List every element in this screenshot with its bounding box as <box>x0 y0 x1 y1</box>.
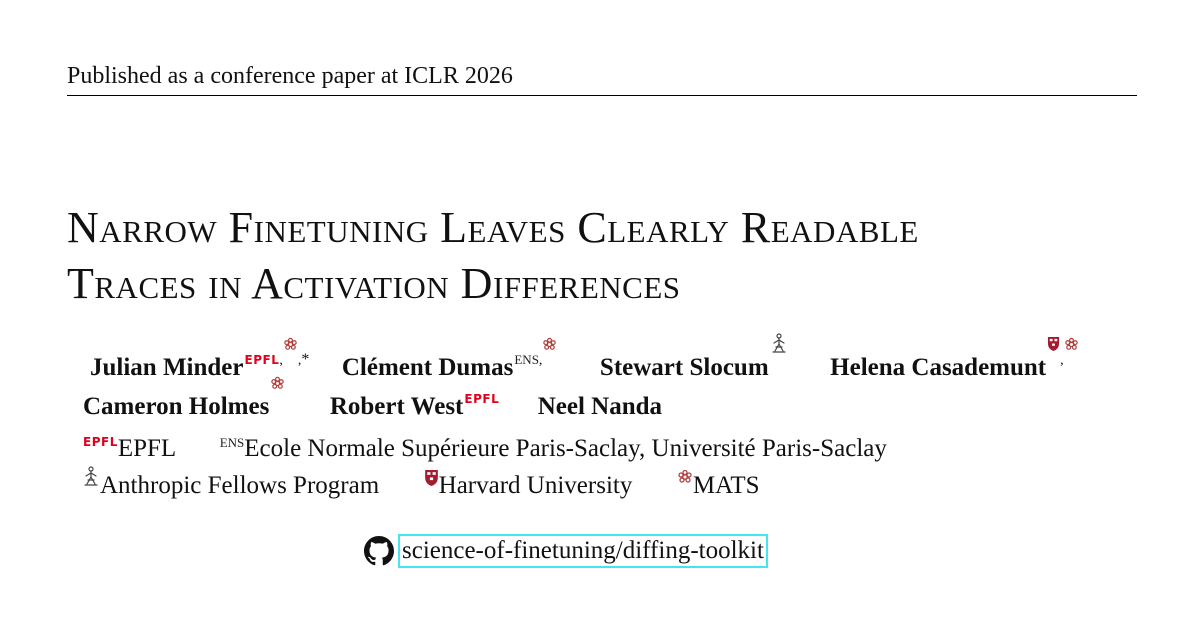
running-header <box>67 60 1137 96</box>
affiliation-marks <box>514 353 557 368</box>
author-name: Clément Dumas <box>341 354 514 381</box>
epfl-mark: EPFL <box>244 353 280 367</box>
author-cameron-holmes <box>83 389 285 429</box>
author-neel-nanda <box>538 389 662 425</box>
mats-logo-icon <box>283 337 298 352</box>
affiliation-marks <box>1047 353 1079 368</box>
mark-comma: , <box>1060 353 1064 368</box>
github-icon[interactable] <box>364 536 394 566</box>
title-line-2: Traces in Activation Differences <box>67 259 681 308</box>
mats-logo-icon <box>270 376 285 391</box>
affiliation-anthropic <box>82 469 379 503</box>
mark-comma: , <box>538 353 543 368</box>
affiliation-epfl <box>82 432 176 469</box>
affiliation-mats-text: MATS <box>692 472 760 499</box>
affiliation-row-1 <box>82 432 1162 469</box>
repo-link[interactable]: science-of-finetuning/diffing-toolkit <box>398 534 768 568</box>
author-row-2 <box>83 389 1163 429</box>
author-name: Neel Nanda <box>537 393 663 420</box>
mats-logo-icon <box>1064 337 1079 352</box>
affiliation-marks <box>245 353 310 368</box>
author-clement-dumas <box>342 350 558 390</box>
epfl-mark: EPFL <box>83 435 118 449</box>
affiliation-anthropic-text: Anthropic Fellows Program <box>100 472 380 499</box>
anthropic-fellows-icon <box>82 466 100 488</box>
author-name: Stewart Slocum <box>599 354 769 381</box>
author-row-1 <box>83 350 1163 390</box>
mark-comma: , <box>279 353 283 368</box>
affiliation-ens-text: Ecole Normale Supérieure Paris-Saclay, Université Paris-Saclay <box>244 435 887 462</box>
equal-contribution-star: * <box>301 351 310 368</box>
header-text: Published as a conference paper at ICLR 2026 <box>67 63 513 89</box>
mats-logo-icon <box>677 469 693 485</box>
mats-logo-icon <box>542 337 557 352</box>
affiliation-row-2 <box>82 469 1162 503</box>
harvard-shield-icon <box>424 469 439 487</box>
affiliation-harvard <box>424 469 633 503</box>
author-name: Julian Minder <box>90 354 244 381</box>
affiliation-marks <box>270 392 285 407</box>
mark-comma: , <box>297 353 302 368</box>
author-name: Cameron Holmes <box>83 393 270 420</box>
author-helena-casademunt <box>830 350 1078 390</box>
ens-mark: ENS <box>219 435 245 450</box>
affiliation-marks <box>464 392 499 407</box>
affiliation-marks <box>770 353 788 368</box>
affiliation-list <box>82 432 1162 503</box>
repository <box>364 533 768 569</box>
ens-mark: ENS <box>514 352 539 367</box>
paper-title <box>67 200 1157 312</box>
affiliation-harvard-text: Harvard University <box>438 472 633 499</box>
affiliation-ens <box>219 432 887 469</box>
author-robert-west <box>330 389 499 429</box>
author-list <box>83 350 1163 429</box>
affiliation-mats <box>677 469 760 503</box>
affiliation-epfl-text: EPFL <box>117 435 177 462</box>
harvard-shield-icon <box>1047 336 1060 352</box>
title-line-1: Narrow Finetuning Leaves Clearly Readable <box>67 203 919 252</box>
author-name: Helena Casademunt <box>830 354 1047 381</box>
author-stewart-slocum <box>600 350 788 390</box>
anthropic-fellows-icon <box>770 333 788 355</box>
epfl-mark: EPFL <box>464 392 500 406</box>
author-name: Robert West <box>329 393 464 420</box>
